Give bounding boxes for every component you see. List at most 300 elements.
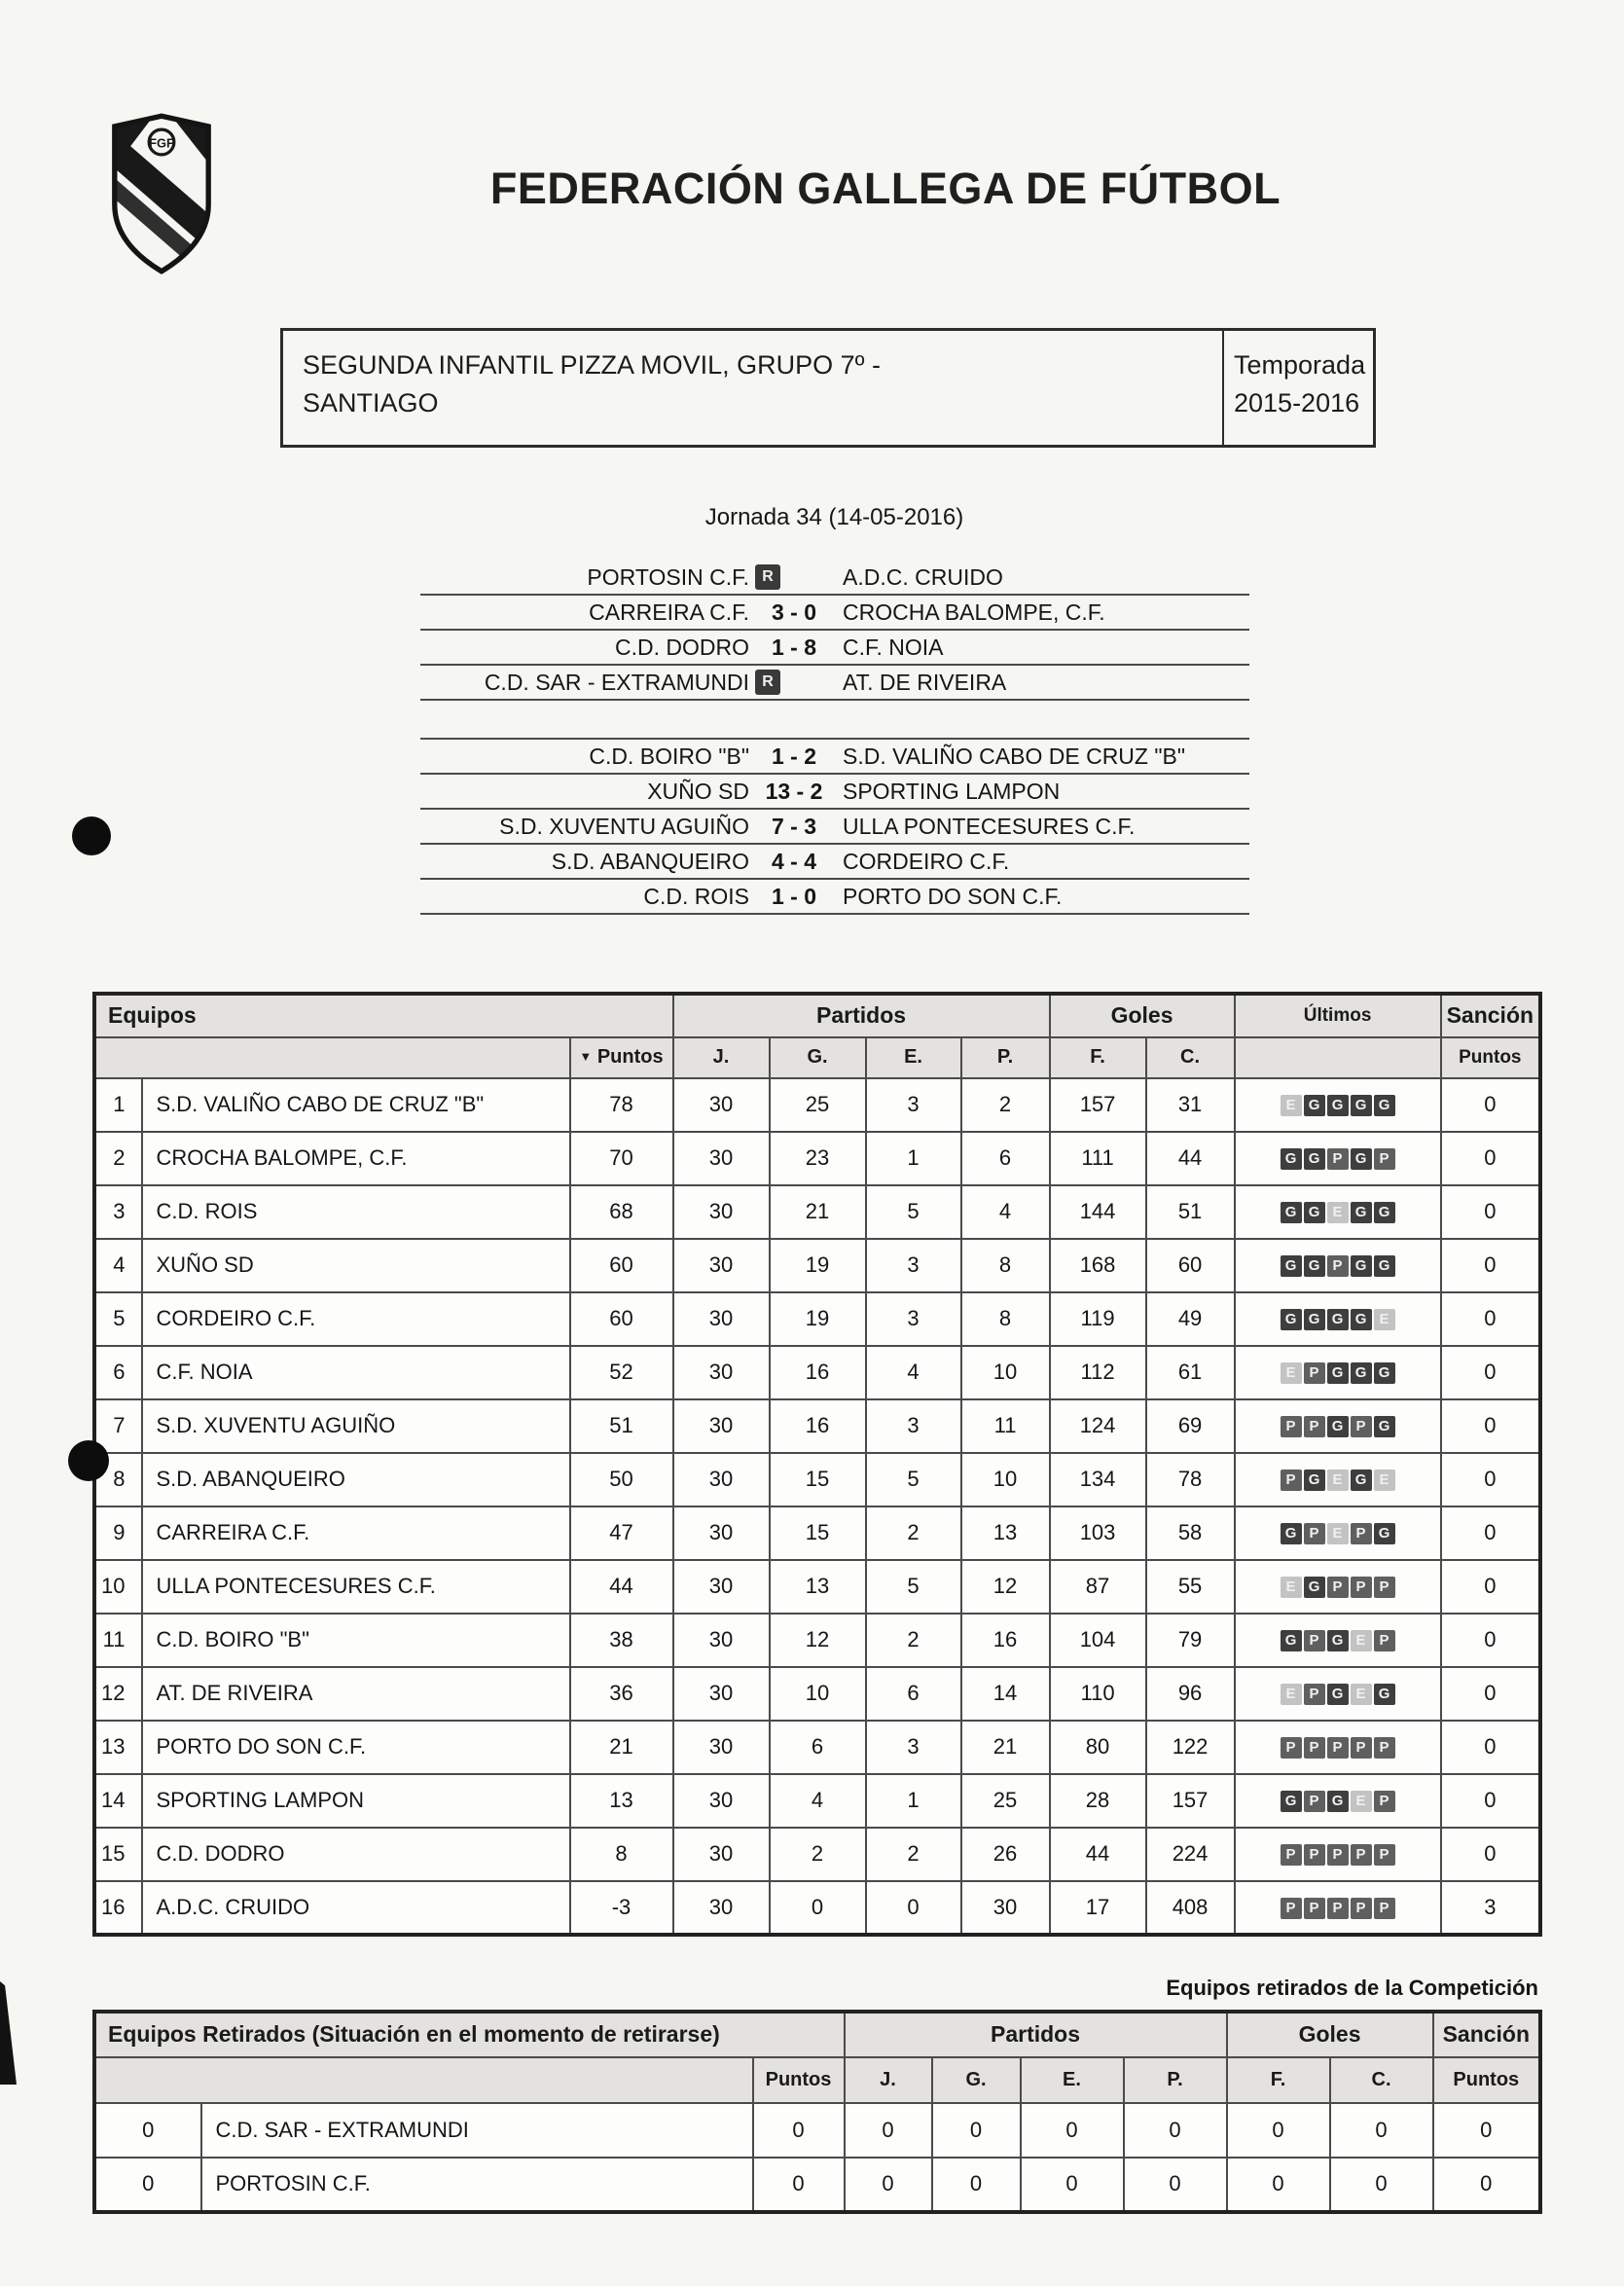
result-badge-g: G [1374,1362,1395,1384]
last-results-cell [1235,1774,1441,1828]
standings-row [95,1132,1540,1185]
col-header-f: F. [1050,1037,1146,1078]
stat-cell-c: 408 [1146,1881,1235,1935]
home-team-name: C.D. BOIRO "B" [589,743,749,769]
home-team-name: C.D. DODRO [615,634,749,660]
retired-col-header-f: F. [1227,2057,1330,2103]
last-results-cell [1235,1881,1441,1935]
stat-cell-c: 60 [1146,1239,1235,1292]
col-header-p: P. [961,1037,1050,1078]
stat-cell-puntos: 70 [570,1132,673,1185]
match-row [420,561,1249,596]
col-header-e: E. [866,1037,961,1078]
team-name-cell: C.D. DODRO [142,1828,570,1881]
stat-cell-p: 2 [961,1078,1050,1132]
result-badge-e: E [1374,1309,1395,1330]
stat-cell-g: 6 [770,1721,866,1774]
stat-cell-g: 0 [770,1881,866,1935]
stat-cell-sancion: 0 [1433,2158,1540,2212]
team-name-cell: C.D. ROIS [142,1185,570,1239]
retired-icon-cell [749,670,839,695]
position-cell: 4 [95,1239,142,1292]
col-header-goles: Goles [1050,995,1235,1037]
match-row [420,810,1249,845]
retired-team-row [95,2158,1540,2212]
result-badge-p: P [1374,1791,1395,1812]
stat-cell-j: 30 [673,1560,770,1614]
col-header-ultimos: Últimos [1235,995,1441,1037]
stat-cell-puntos: 21 [570,1721,673,1774]
stat-cell-e: 0 [866,1881,961,1935]
stat-cell-f: 103 [1050,1506,1146,1560]
result-badge-p: P [1304,1523,1325,1544]
standings-row [95,1185,1540,1239]
result-badge-e: E [1351,1684,1372,1705]
match-row [420,775,1249,810]
match-row [420,880,1249,915]
stat-cell-p: 13 [961,1506,1050,1560]
team-name-cell: AT. DE RIVEIRA [142,1667,570,1721]
stat-cell-e: 0 [1021,2158,1124,2212]
position-cell: 2 [95,1132,142,1185]
match-group [420,738,1249,915]
stat-cell-g: 4 [770,1774,866,1828]
stat-cell-puntos: 51 [570,1399,673,1453]
stat-cell-e: 3 [866,1399,961,1453]
stat-cell-f: 168 [1050,1239,1146,1292]
team-name-cell: XUÑO SD [142,1239,570,1292]
result-badge-p: P [1304,1362,1325,1384]
match-row [420,740,1249,775]
stat-cell-e: 5 [866,1453,961,1506]
result-badge-g: G [1351,1202,1372,1223]
stat-cell-puntos: 0 [753,2103,845,2158]
stat-cell-p: 0 [1124,2103,1227,2158]
result-badge-e: E [1327,1202,1349,1223]
stat-cell-puntos: 78 [570,1078,673,1132]
result-badge-p: P [1304,1684,1325,1705]
retired-table-wrap [93,2011,1541,2213]
stat-cell-g: 2 [770,1828,866,1881]
home-team-name: S.D. ABANQUEIRO [551,848,749,874]
result-badge-p: P [1281,1898,1302,1919]
result-badge-g: G [1351,1095,1372,1116]
last-results-cell [1235,1292,1441,1346]
stat-cell-j: 30 [673,1239,770,1292]
stat-cell-e: 5 [866,1560,961,1614]
stat-cell-j: 30 [673,1078,770,1132]
result-badge-g: G [1304,1309,1325,1330]
standings-row [95,1239,1540,1292]
stat-cell-p: 30 [961,1881,1050,1935]
stat-cell-c: 51 [1146,1185,1235,1239]
team-name-cell: C.F. NOIA [142,1346,570,1399]
retired-icon-cell [749,564,839,590]
col-header-partidos: Partidos [673,995,1050,1037]
last-results-cell [1235,1185,1441,1239]
stat-cell-puntos: 0 [753,2158,845,2212]
stat-cell-puntos: 47 [570,1506,673,1560]
stat-cell-e: 2 [866,1828,961,1881]
stat-cell-j: 30 [673,1292,770,1346]
result-badge-g: G [1304,1577,1325,1598]
result-badge-p: P [1374,1737,1395,1759]
result-badge-g: G [1351,1470,1372,1491]
stat-cell-f: 124 [1050,1399,1146,1453]
match-results [420,561,1249,915]
result-badge-p: P [1374,1898,1395,1919]
col-header-g: G. [770,1037,866,1078]
match-score: 13 - 2 [765,778,823,804]
stat-cell-g: 19 [770,1239,866,1292]
result-badge-g: G [1374,1523,1395,1544]
result-badge-p: P [1281,1416,1302,1437]
federation-crest-icon [109,113,214,274]
sanction-points-cell: 0 [1441,1560,1540,1614]
last-results-cell [1235,1399,1441,1453]
standings-row [95,1614,1540,1667]
result-badge-g: G [1281,1523,1302,1544]
sanction-points-cell: 0 [1441,1828,1540,1881]
standings-row [95,1078,1540,1132]
stat-cell-e: 3 [866,1078,961,1132]
sanction-points-cell: 0 [1441,1292,1540,1346]
match-score: 1 - 8 [771,634,817,660]
standings-row [95,1881,1540,1935]
position-cell: 12 [95,1667,142,1721]
standings-header-row-1 [95,995,1540,1037]
position-cell: 5 [95,1292,142,1346]
season-value: 2015-2016 [1234,388,1360,418]
stat-cell-p: 11 [961,1399,1050,1453]
result-badge-p: P [1327,1577,1349,1598]
retired-table [93,2011,1541,2213]
sanction-points-cell: 3 [1441,1881,1540,1935]
position-cell: 13 [95,1721,142,1774]
stat-cell-f: 144 [1050,1185,1146,1239]
retired-table-title: Equipos Retirados (Situación en el momento de retirarse) [95,2013,845,2057]
stat-cell-f: 112 [1050,1346,1146,1399]
stat-cell-puntos: 36 [570,1667,673,1721]
retired-note: Equipos retirados de la Competición [1166,1976,1538,2000]
stat-cell-c: 44 [1146,1132,1235,1185]
stat-cell-f: 0 [1227,2158,1330,2212]
sanction-points-cell: 0 [1441,1614,1540,1667]
result-badge-e: E [1281,1362,1302,1384]
stat-cell-c: 79 [1146,1614,1235,1667]
away-team-name: PORTO DO SON C.F. [843,883,1063,909]
page-corner-mark [0,1981,17,2085]
stat-cell-c: 0 [1330,2158,1433,2212]
last-results-cell [1235,1346,1441,1399]
result-badge-g: G [1351,1148,1372,1170]
result-badge-g: G [1304,1202,1325,1223]
retired-col-header-p: P. [1124,2057,1227,2103]
result-badge-p: P [1327,1737,1349,1759]
stat-cell-g: 19 [770,1292,866,1346]
result-badge-p: P [1374,1630,1395,1651]
standings-row [95,1667,1540,1721]
stat-cell-j: 30 [673,1881,770,1935]
team-name-cell: S.D. VALIÑO CABO DE CRUZ "B" [142,1078,570,1132]
result-badge-g: G [1351,1362,1372,1384]
stat-cell-e: 2 [866,1614,961,1667]
stat-cell-c: 0 [1330,2103,1433,2158]
position-cell: 15 [95,1828,142,1881]
sanction-points-cell: 0 [1441,1453,1540,1506]
stat-cell-c: 69 [1146,1399,1235,1453]
stat-cell-p: 8 [961,1292,1050,1346]
position-cell: 1 [95,1078,142,1132]
away-team-name: AT. DE RIVEIRA [843,669,1007,695]
retired-body [95,2103,1540,2212]
stat-cell-g: 12 [770,1614,866,1667]
stat-cell-f: 119 [1050,1292,1146,1346]
stat-cell-p: 6 [961,1132,1050,1185]
stat-cell-j: 30 [673,1828,770,1881]
result-badge-g: G [1374,1255,1395,1277]
stat-cell-puntos: 60 [570,1239,673,1292]
col-header-equipos: Equipos [95,995,673,1037]
result-badge-g: G [1374,1202,1395,1223]
stat-cell-f: 157 [1050,1078,1146,1132]
retired-col-header-puntos: Puntos [753,2057,845,2103]
competition-name-line1: SEGUNDA INFANTIL PIZZA MOVIL, GRUPO 7º - [303,350,881,380]
result-badge-g: G [1304,1255,1325,1277]
stat-cell-j: 30 [673,1453,770,1506]
result-badge-p: P [1304,1630,1325,1651]
home-team-name: S.D. XUVENTU AGUIÑO [499,813,749,839]
position-cell: 0 [95,2158,201,2212]
competition-name-line2: SANTIAGO [303,388,439,418]
result-badge-e: E [1281,1684,1302,1705]
last-results-cell [1235,1453,1441,1506]
season-box [1222,331,1373,445]
stat-cell-p: 10 [961,1346,1050,1399]
result-badge-p: P [1374,1844,1395,1866]
position-cell: 10 [95,1560,142,1614]
stat-cell-c: 78 [1146,1453,1235,1506]
competition-name [283,331,1222,445]
team-name-cell: SPORTING LAMPON [142,1774,570,1828]
stat-cell-e: 5 [866,1185,961,1239]
stat-cell-g: 21 [770,1185,866,1239]
result-badge-p: P [1281,1844,1302,1866]
retired-col-header-c: C. [1330,2057,1433,2103]
stat-cell-p: 21 [961,1721,1050,1774]
last-results-cell [1235,1667,1441,1721]
svg-text:FGF: FGF [149,135,174,151]
stat-cell-p: 26 [961,1828,1050,1881]
team-name-cell: CORDEIRO C.F. [142,1292,570,1346]
stat-cell-e: 3 [866,1239,961,1292]
away-team-name: C.F. NOIA [843,634,944,660]
result-badge-e: E [1327,1470,1349,1491]
stat-cell-j: 30 [673,1185,770,1239]
stat-cell-f: 44 [1050,1828,1146,1881]
result-badge-g: G [1304,1470,1325,1491]
stat-cell-p: 4 [961,1185,1050,1239]
result-badge-g: G [1281,1791,1302,1812]
stat-cell-e: 3 [866,1292,961,1346]
result-badge-g: G [1281,1255,1302,1277]
standings-table [93,993,1541,1936]
result-badge-g: G [1304,1148,1325,1170]
result-badge-g: G [1327,1791,1349,1812]
away-team-name: SPORTING LAMPON [843,778,1061,804]
result-badge-p: P [1327,1898,1349,1919]
last-results-cell [1235,1239,1441,1292]
stat-cell-g: 15 [770,1453,866,1506]
retired-col-header-e: E. [1021,2057,1124,2103]
result-badge-g: G [1281,1148,1302,1170]
stat-cell-g: 0 [932,2158,1021,2212]
stat-cell-puntos: 68 [570,1185,673,1239]
stat-cell-g: 23 [770,1132,866,1185]
position-cell: 16 [95,1881,142,1935]
result-badge-e: E [1374,1470,1395,1491]
last-results-cell [1235,1078,1441,1132]
stat-cell-c: 55 [1146,1560,1235,1614]
stat-cell-g: 13 [770,1560,866,1614]
match-group [420,561,1249,701]
result-badge-e: E [1281,1095,1302,1116]
result-badge-g: G [1304,1095,1325,1116]
last-results-cell [1235,1828,1441,1881]
stat-cell-j: 0 [845,2158,932,2212]
retired-header-row-1 [95,2013,1540,2057]
result-badge-p: P [1374,1148,1395,1170]
stat-cell-f: 134 [1050,1453,1146,1506]
team-name-cell: S.D. XUVENTU AGUIÑO [142,1399,570,1453]
stat-cell-j: 30 [673,1346,770,1399]
stat-cell-c: 58 [1146,1506,1235,1560]
stat-cell-e: 1 [866,1132,961,1185]
result-badge-p: P [1374,1577,1395,1598]
result-badge-e: E [1327,1523,1349,1544]
stat-cell-j: 30 [673,1614,770,1667]
result-badge-p: P [1304,1416,1325,1437]
stat-cell-puntos: -3 [570,1881,673,1935]
result-badge-p: P [1327,1148,1349,1170]
stat-cell-c: 157 [1146,1774,1235,1828]
col-header-puntos [570,1037,673,1078]
result-badge-p: P [1351,1523,1372,1544]
match-row [420,631,1249,666]
empty-header-cell [95,1037,570,1078]
result-badge-g: G [1281,1202,1302,1223]
stat-cell-p: 12 [961,1560,1050,1614]
standings-header-row-2 [95,1037,1540,1078]
away-team-name: A.D.C. CRUIDO [843,563,1003,590]
match-score: 4 - 4 [771,848,817,874]
result-badge-g: G [1374,1095,1395,1116]
stat-cell-g: 10 [770,1667,866,1721]
stat-cell-g: 25 [770,1078,866,1132]
stat-cell-j: 30 [673,1399,770,1453]
position-cell: 0 [95,2103,201,2158]
team-name-cell: PORTOSIN C.F. [201,2158,753,2212]
result-badge-p: P [1327,1255,1349,1277]
stat-cell-j: 30 [673,1667,770,1721]
hole-punch-mark [72,816,111,855]
match-row [420,666,1249,701]
away-team-name: ULLA PONTECESURES C.F. [843,813,1136,839]
result-badge-g: G [1327,1095,1349,1116]
result-badge-g: G [1374,1684,1395,1705]
result-badge-g: G [1327,1630,1349,1651]
sanction-points-cell: 0 [1441,1078,1540,1132]
result-badge-g: G [1351,1255,1372,1277]
sanction-points-cell: 0 [1441,1399,1540,1453]
result-badge-g: G [1351,1309,1372,1330]
stat-cell-e: 2 [866,1506,961,1560]
result-badge-p: P [1304,1844,1325,1866]
stat-cell-j: 30 [673,1132,770,1185]
standings-row [95,1506,1540,1560]
retired-col-header-goles: Goles [1227,2013,1433,2057]
last-results-cell [1235,1132,1441,1185]
stat-cell-puntos: 13 [570,1774,673,1828]
stat-cell-e: 0 [1021,2103,1124,2158]
stat-cell-f: 104 [1050,1614,1146,1667]
stat-cell-c: 31 [1146,1078,1235,1132]
sanction-points-cell: 0 [1441,1132,1540,1185]
standings-row [95,1560,1540,1614]
standings-row [95,1292,1540,1346]
last-results-cell [1235,1560,1441,1614]
stat-cell-puntos: 38 [570,1614,673,1667]
sanction-points-cell: 0 [1441,1506,1540,1560]
sanction-points-cell: 0 [1441,1667,1540,1721]
stat-cell-c: 49 [1146,1292,1235,1346]
match-score: 1 - 0 [771,883,817,909]
team-name-cell: CROCHA BALOMPE, C.F. [142,1132,570,1185]
matchday-title: Jornada 34 (14-05-2016) [704,504,964,530]
stat-cell-f: 111 [1050,1132,1146,1185]
stat-cell-puntos: 52 [570,1346,673,1399]
team-name-cell: S.D. ABANQUEIRO [142,1453,570,1506]
stat-cell-p: 0 [1124,2158,1227,2212]
retired-col-header-sancion-puntos: Puntos [1433,2057,1540,2103]
stat-cell-e: 1 [866,1774,961,1828]
home-team-name: C.D. SAR - EXTRAMUNDI [484,669,749,695]
last-results-cell [1235,1614,1441,1667]
match-score: 1 - 2 [771,743,817,769]
last-results-cell [1235,1721,1441,1774]
col-header-j: J. [673,1037,770,1078]
col-header-c: C. [1146,1037,1235,1078]
retired-col-header-g: G. [932,2057,1021,2103]
match-row [420,845,1249,880]
sanction-points-cell: 0 [1441,1774,1540,1828]
stat-cell-c: 96 [1146,1667,1235,1721]
empty-header-ultimos [1235,1037,1441,1078]
result-badge-p: P [1304,1898,1325,1919]
position-cell: 7 [95,1399,142,1453]
team-name-cell: A.D.C. CRUIDO [142,1881,570,1935]
result-badge-g: G [1374,1416,1395,1437]
retired-col-header-sancion: Sanción [1433,2013,1540,2057]
result-badge-g: G [1327,1362,1349,1384]
result-badge-g: G [1281,1630,1302,1651]
retired-team-row [95,2103,1540,2158]
standings-row [95,1721,1540,1774]
stat-cell-g: 16 [770,1399,866,1453]
stat-cell-j: 0 [845,2103,932,2158]
result-badge-p: P [1281,1470,1302,1491]
stat-cell-p: 14 [961,1667,1050,1721]
